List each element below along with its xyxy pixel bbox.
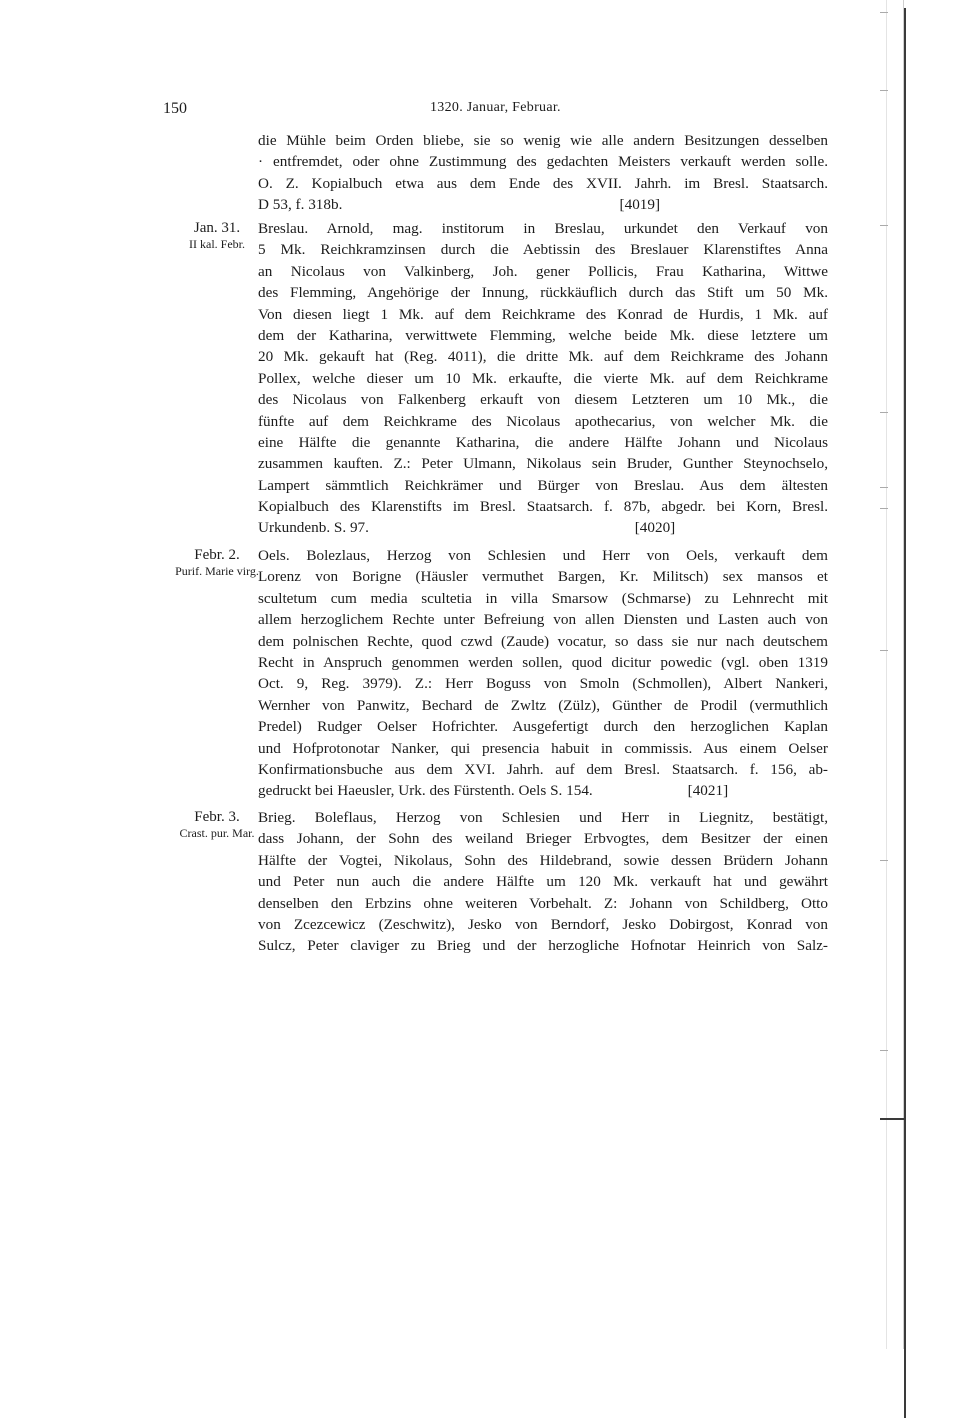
scan-mark (880, 650, 888, 651)
text-line: scultetum cum media scultetia in villa Smarsow (Schmarse) zu Lehnrecht mit (258, 589, 828, 607)
entry-4020 (258, 218, 828, 539)
entry-4022 (258, 807, 828, 957)
text-line: Breslau. Arnold, mag. institorum in Breslau, urkundet den Verkauf von (258, 220, 828, 237)
text-line: Brieg. Boleflaus, Herzog von Schlesien und Herr in Liegnitz, bestätigt, (258, 809, 828, 826)
text-line: O. Z. Kopialbuch etwa aus dem Ende des XVII. Jahrh. im Bresl. Staatsarch. (258, 174, 828, 192)
entry-feast: Purif. Marie virg. (175, 564, 259, 578)
text-line: und Peter nun auch die andere Hälfte um 120 Mk. verkauft hat und gewährt (258, 873, 828, 891)
text-line: Recht in Anspruch genommen werden sollen, quod dicitur powedic (vgl. oben 1319 (258, 653, 828, 671)
text-line: des Flemming, Angehörige der Innung, rückkäuflich durch das Stift um 50 Mk. (258, 284, 828, 302)
scan-mark (880, 487, 888, 488)
text-line: Urkundenb. S. 97. [4020] (258, 519, 676, 537)
text-line: dem polnischen Rechte, quod czwd (Zaude) vocatur, so dass sie nur nach deutschem (258, 632, 828, 650)
scan-mark (880, 1050, 888, 1051)
scan-mark (880, 412, 888, 413)
entry-continuation (258, 130, 828, 216)
entry-date: Febr. 3. (194, 809, 240, 825)
text-line: · entfremdet, oder ohne Zustimmung des gedachten Meisters verkauft werden solle. (258, 153, 828, 171)
text-line: Lorenz von Borigne (Häusler vermuthet Bargen, Kr. Militsch) sex mansos et (258, 568, 828, 586)
text-line: an Nicolaus von Valkinberg, Joh. gener Pollicis, Frau Katharina, Wittwe (258, 262, 828, 280)
scan-edge-bracket-end (880, 1118, 904, 1120)
text-line: gedruckt bei Haeusler, Urk. des Fürstenth. Oels S. 154. [4021] (258, 782, 729, 800)
scan-mark (880, 860, 888, 861)
margin-date-4021 (172, 545, 262, 578)
text-line: Oels. Bolezlaus, Herzog von Schlesien und Herr von Oels, verkauft dem (258, 547, 828, 564)
text-line: Wernher von Panwitz, Bechard de Zwltz (Zülz), Günther de Prodil (vermuthlich (258, 696, 828, 714)
margin-date-4020 (172, 218, 262, 251)
scan-edge-line (886, 0, 887, 1349)
scan-mark (880, 90, 888, 91)
text-line: dass Johann, der Sohn des weiland Brieger Erbvogtes, dem Besitzer der einen (258, 830, 828, 848)
text-line: Lampert sämmtlich Reichkrämer und Bürger von Breslau. Aus dem ältesten (258, 476, 828, 494)
text-line: zusammen kauften. Z.: Peter Ulmann, Nikolaus sein Bruder, Gunther Steynochselo, (258, 455, 828, 473)
entry-4021 (258, 545, 828, 802)
entry-date: Jan. 31. (193, 220, 241, 236)
scan-edge-bracket (904, 8, 906, 1418)
entry-feast: II kal. Febr. (189, 237, 245, 251)
text-line: des Nicolaus von Falkenberg erkauft von diesem Letzteren um 10 Mk., die (258, 391, 828, 409)
entry-feast: Crast. pur. Mar. (179, 826, 255, 840)
text-line: Predel) Rudger Oelser Hofrichter. Ausgefertigt durch den herzoglichen Kaplan (258, 718, 828, 736)
page-number: 150 (163, 100, 187, 117)
text-line: 5 Mk. Reichkramzinsen durch die Aebtissin des Breslauer Klarenstiftes Anna (258, 241, 828, 259)
text-line: und Hofprotonotar Nanker, qui presencia habuit in commissis. Aus einem Oelser (258, 739, 828, 757)
text-line: fünfte auf dem Reichkrame des Nicolaus apothecarius, von welcher Mk. die (258, 412, 828, 430)
text-line: eine Hälfte die genannte Katharina, die andere Hälfte Johann und Nicolaus (258, 433, 828, 451)
margin-date-4022 (172, 807, 262, 840)
text-line: allem herzoglichem Rechte unter Befreiung von allen Diensten und Lasten auch von (258, 611, 828, 629)
text-line: 20 Mk. gekauft hat (Reg. 4011), die dritte Mk. auf dem Reichkrame des Johann (258, 348, 828, 366)
text-line: Hälfte der Vogtei, Nikolaus, Sohn des Hildebrand, sowie dessen Brüdern Johann (258, 851, 828, 869)
text-line: Pollex, welche dieser um 10 Mk. erkaufte, die vierte Mk. auf dem Reichkrame (258, 369, 828, 387)
text-line: dem der Katharina, verwittwete Flemming, welche beide Mk. diese letztere um (258, 326, 828, 344)
scan-mark (880, 225, 888, 226)
text-line: denselben den Erbzins ohne weiteren Vorbehalt. Z: Johann von Schildberg, Otto (258, 894, 828, 912)
text-line: Sulcz, Peter claviger zu Brieg und der herzogliche Hofnotar Heinrich von Salz- (258, 937, 828, 955)
text-line: die Mühle beim Orden bliebe, sie so wenig wie alle andern Besitzungen desselben (258, 132, 828, 149)
scan-mark (880, 508, 888, 509)
text-line: D 53, f. 318b. [4019] (258, 196, 661, 214)
scan-mark (880, 12, 888, 13)
text-line: Konfirmationsbuche aus dem XVI. Jahrh. auf dem Bresl. Staatsarch. f. 156, ab- (258, 760, 828, 778)
text-line: Oct. 9, Reg. 3979). Z.: Herr Boguss von Smoln (Schmollen), Albert Nankeri, (258, 675, 828, 693)
text-line: Von diesen liegt 1 Mk. auf dem Reichkrame des Konrad de Hurdis, 1 Mk. auf (258, 305, 828, 323)
text-line: von Zcezcewicz (Zeschwitz), Jesko von Berndorf, Jesko Dobirgost, Konrad von (258, 915, 828, 933)
running-head: 1320. Januar, Februar. (430, 100, 561, 115)
entry-date: Febr. 2. (194, 547, 240, 563)
text-line: Kopialbuch des Klarenstifts im Bresl. Staatsarch. f. 87b, abgedr. bei Korn, Bresl. (258, 498, 828, 516)
